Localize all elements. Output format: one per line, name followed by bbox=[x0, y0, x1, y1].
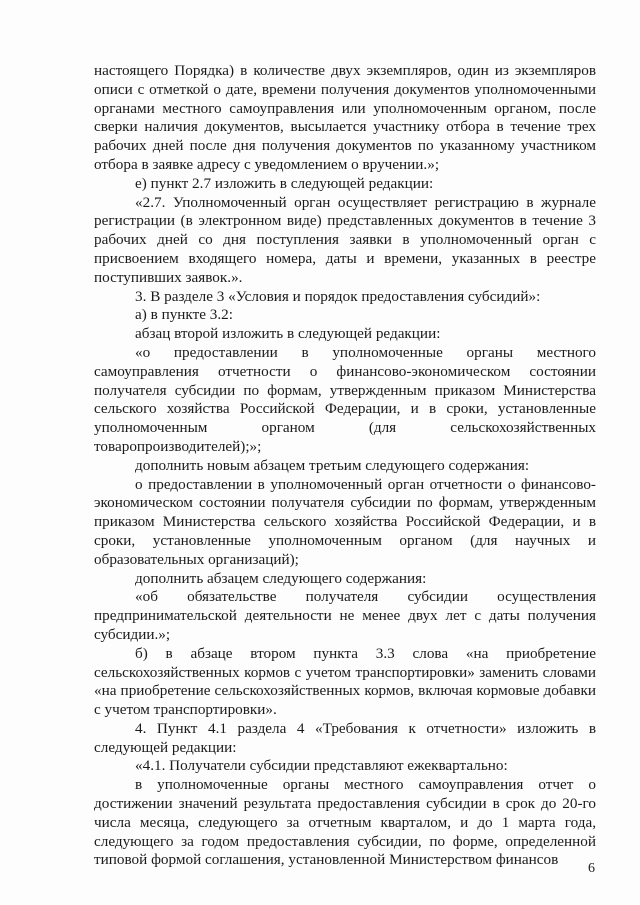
paragraph-14: «4.1. Получатели субсидии представляют ежеквартально: bbox=[135, 757, 508, 775]
paragraph-15: в уполномоченные органы местного самоуправления отчет о достижении значений результата предоставления субсидии в срок до 20-го числа месяца, следующего за отчетным кварталом, и до 1 марта года, следующего за годом предоставления субсидии, по форме, определенной типовой формой соглашения, установленной Министерством финансов bbox=[94, 776, 596, 869]
paragraph-1: настоящего Порядка) в количестве двух экземпляров, один из экземпляров описи с отметкой о дате, времени получения документов уполномоченными органами местного самоуправления или уполномоченным органом, после сверки наличия документов, высылается участнику отбора в течение трех рабочих дней после дня получения документов по указанному участником отбора в заявке адресу с уведомлением о вручении.»; bbox=[94, 62, 596, 173]
paragraph-9: о предоставлении в уполномоченный орган отчетности о финансово-экономическом состоянии получателя субсидии по формам, утвержденным приказом Министерства сельского хозяйства Российской Федерации, и в сроки, установленные уполномоченным органом (для научных и образовательных организаций); bbox=[94, 475, 596, 568]
page-number: 6 bbox=[588, 861, 595, 876]
paragraph-7: «о предоставлении в уполномоченные органы местного самоуправления отчетности о финансово-экономическом состоянии получателя субсидии по формам, утвержденным приказом Министерства сельского хозяйства Российской Федерации, и в сроки, установленные уполномоченным органом (для сельскохозяйственных товаропроизводителей);»; bbox=[94, 343, 596, 455]
paragraph-3: «2.7. Уполномоченный орган осуществляет регистрацию в журнале регистрации (в электронном виде) представленных документов в течение 3 рабочих дней со дня поступления заявки в уполномоченный орган с присвоением входящего номера, даты и времени, указанных в реестре поступивших заявок.». bbox=[94, 193, 596, 286]
paragraph-5: а) в пункте 3.2: bbox=[135, 306, 233, 324]
document-body bbox=[94, 62, 596, 870]
paragraph-10: дополнить абзацем следующего содержания: bbox=[135, 569, 427, 587]
paragraph-8: дополнить новым абзацем третьим следующего содержания: bbox=[135, 456, 530, 474]
paragraph-4: 3. В разделе 3 «Условия и порядок предоставления субсидий»: bbox=[135, 287, 541, 305]
paragraph-13: 4. Пункт 4.1 раздела 4 «Требования к отчетности» изложить в следующей редакции: bbox=[94, 719, 596, 756]
paragraph-6: абзац второй изложить в следующей редакции: bbox=[135, 325, 441, 343]
paragraph-12: б) в абзаце втором пункта 3.3 слова «на приобретение сельскохозяйственных кормов с учетом транспортировки» заменить словами «на приобретение сельскохозяйственных кормов, включая кормовые добавки с учетом транспортировки». bbox=[94, 644, 596, 719]
paragraph-2: е) пункт 2.7 изложить в следующей редакции: bbox=[135, 174, 434, 192]
paragraph-11: «об обязательстве получателя субсидии осуществления предпринимательской деятельности не менее двух лет с даты получения субсидии.»; bbox=[94, 588, 596, 643]
